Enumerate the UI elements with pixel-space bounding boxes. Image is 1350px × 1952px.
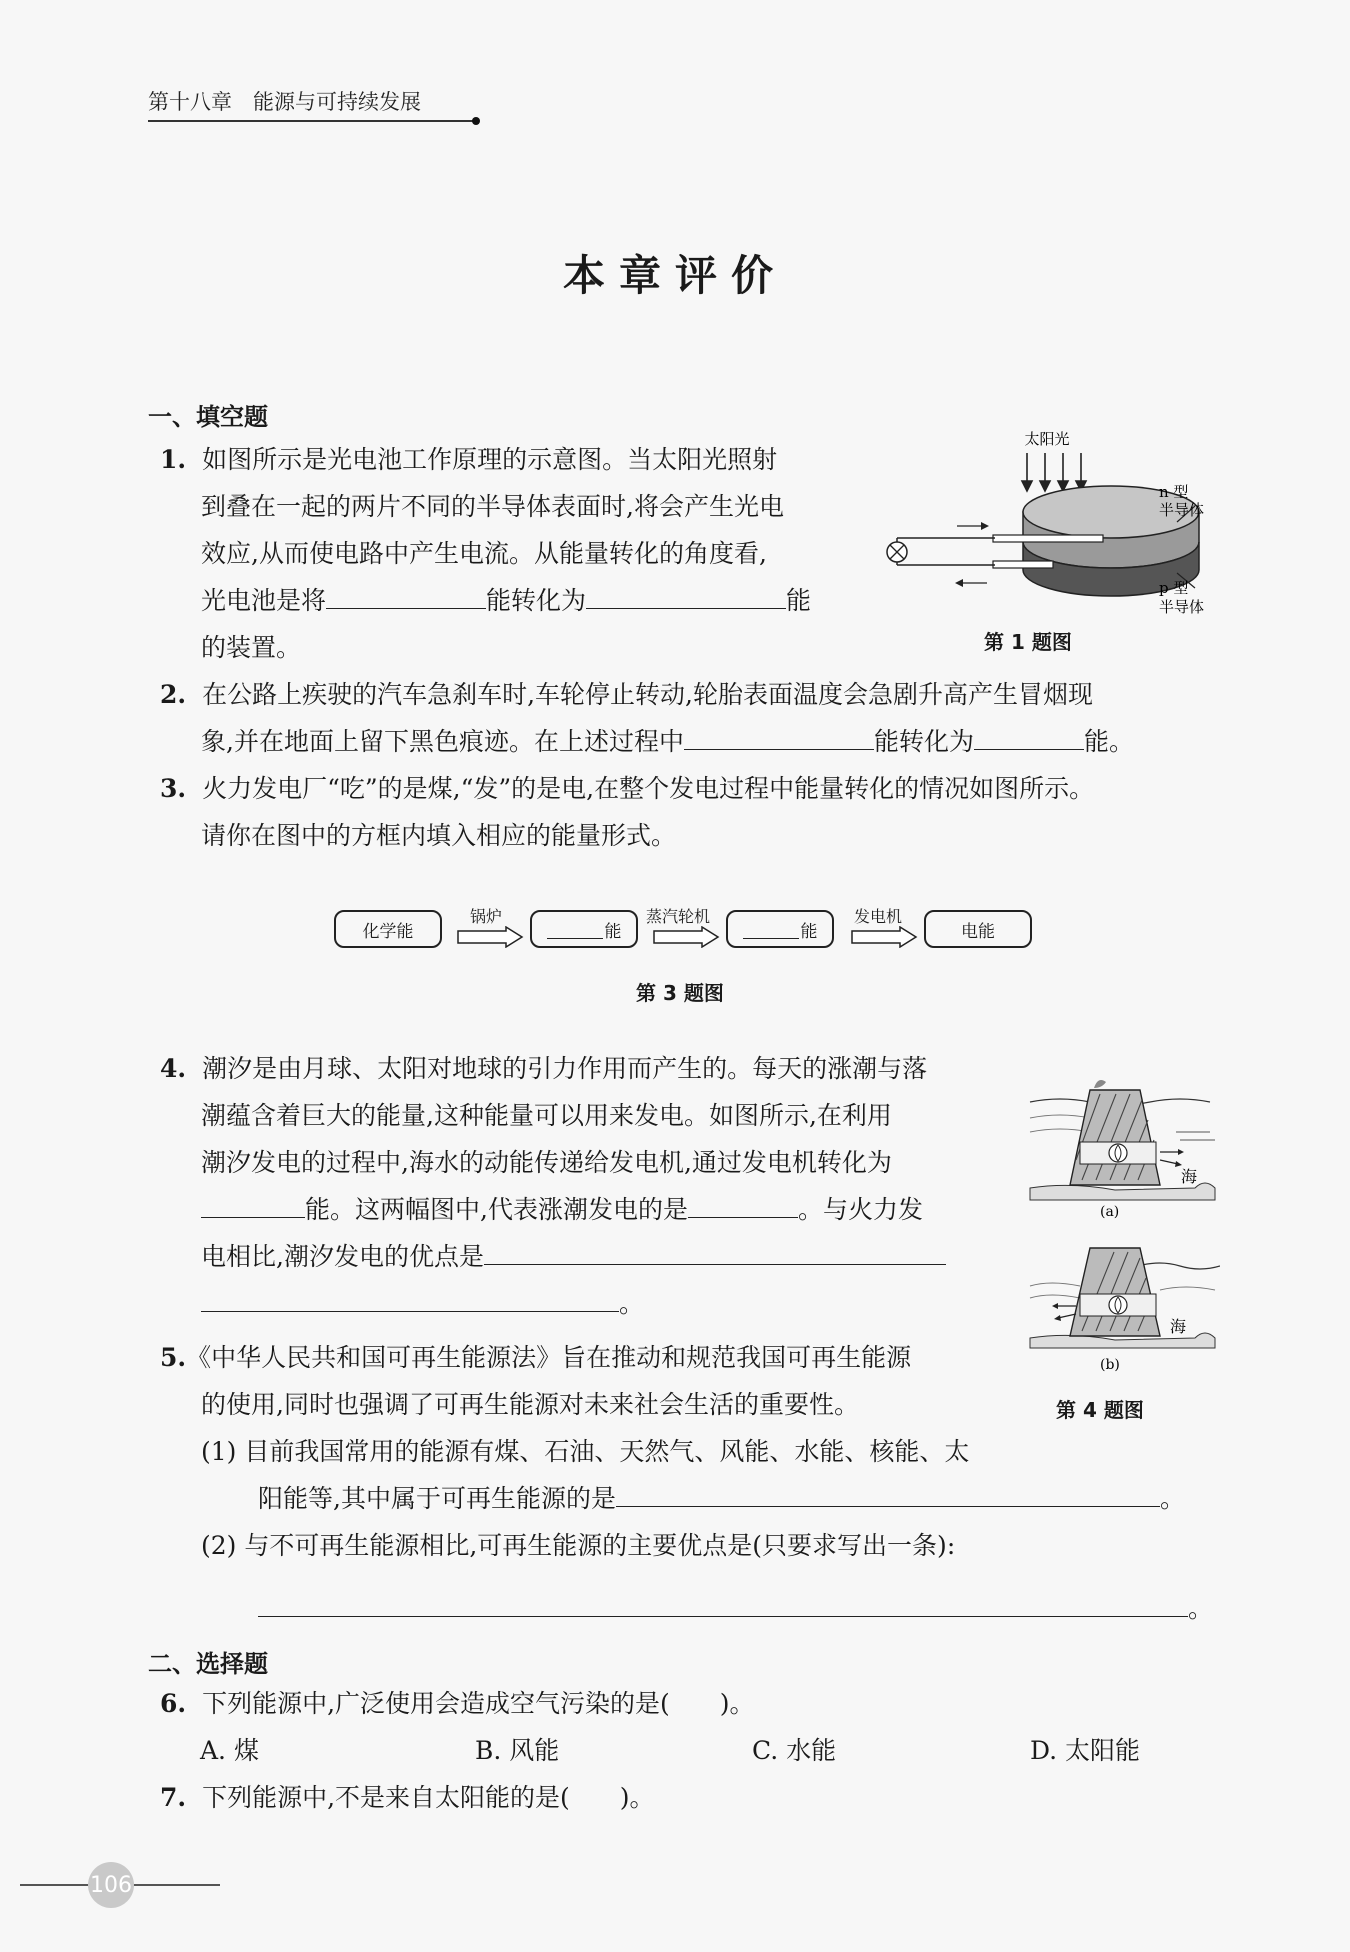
q4-text-4b: 。与火力发 xyxy=(797,1195,923,1224)
q6-text: 下列能源中,广泛使用会造成空气污染的是( )。 xyxy=(202,1689,755,1718)
sea-label-b: 海 xyxy=(1170,1317,1187,1336)
q5-number: 5. xyxy=(160,1343,187,1372)
figure-a-label: (a) xyxy=(1100,1204,1120,1220)
q6-option-b[interactable]: B. 风能 xyxy=(475,1736,560,1765)
energy-box-2[interactable] xyxy=(530,910,638,948)
steam-turbine-label: 蒸汽轮机 xyxy=(646,907,711,926)
energy-box-2-label: 能 xyxy=(604,921,622,942)
q1-line1 xyxy=(160,436,777,483)
q1-line3: 效应,从而使电路中产生电流。从能量转化的角度看, xyxy=(201,539,767,568)
electrode-top xyxy=(993,535,1103,542)
q4-blank-4[interactable] xyxy=(201,1285,619,1312)
q6-number: 6. xyxy=(160,1689,187,1718)
fig4-caption: 第 4 题图 xyxy=(1056,1398,1144,1422)
q2-line1 xyxy=(160,671,1093,718)
q6-option-c[interactable]: C. 水能 xyxy=(752,1736,837,1765)
q1-line5: 的装置。 xyxy=(201,633,302,662)
sunlight-arrows xyxy=(1022,453,1086,491)
q4-text-1: 潮汐是由月球、太阳对地球的引力作用而产生的。每天的涨潮与落 xyxy=(202,1054,928,1083)
q4-text-6: 。 xyxy=(619,1289,645,1318)
n-type-label: n 型 xyxy=(1159,483,1189,501)
q5-sub2-line1: (2) 与不可再生能源相比,可再生能源的主要优点是(只要求写出一条): xyxy=(201,1531,956,1560)
arrow-1 xyxy=(456,926,526,948)
p-type-label: p 型 xyxy=(1159,579,1189,597)
tidal-figure-a xyxy=(1020,1060,1220,1220)
q2-text-2b: 能转化为 xyxy=(873,727,974,756)
current-arrow-right xyxy=(981,522,989,530)
q7-text: 下列能源中,不是来自太阳能的是( )。 xyxy=(202,1783,655,1812)
q1-text-4c: 能 xyxy=(786,586,812,615)
arrow-3 xyxy=(850,926,920,948)
q2-text-1: 在公路上疾驶的汽车急刹车时,车轮停止转动,轮胎表面温度会急剧升高产生冒烟现 xyxy=(202,680,1093,709)
arrow-2 xyxy=(652,926,722,948)
sea-label-a: 海 xyxy=(1181,1167,1198,1186)
electric-energy-box: 电能 xyxy=(924,910,1032,948)
q4-text-4a: 能。这两幅图中,代表涨潮发电的是 xyxy=(305,1195,688,1224)
q5-sub1-end: 。 xyxy=(1159,1484,1185,1513)
q2-blank-2[interactable] xyxy=(974,723,1084,750)
q3-text-1: 火力发电厂“吃”的是煤,“发”的是电,在整个发电过程中能量转化的情况如图所示。 xyxy=(202,774,1095,803)
q1-text-4a: 光电池是将 xyxy=(201,586,327,615)
q5-sub2-end: 。 xyxy=(1188,1594,1214,1623)
page-number: 106 xyxy=(88,1862,134,1908)
q1-line2: 到叠在一起的两片不同的半导体表面时,将会产生光电 xyxy=(201,492,784,521)
sun-label: 太阳光 xyxy=(1024,430,1070,448)
q3-line2: 请你在图中的方框内填入相应的能量形式。 xyxy=(201,821,677,850)
q2-number: 2. xyxy=(160,680,187,709)
q4-line6 xyxy=(201,1280,644,1327)
energy-box-2-blank[interactable] xyxy=(547,920,603,939)
section-heading-choice: 二、选择题 xyxy=(148,1650,268,1678)
q5-blank-2[interactable] xyxy=(258,1590,1188,1617)
q2-blank-1[interactable] xyxy=(684,723,874,750)
solar-cell-figure xyxy=(875,425,1235,620)
energy-box-3-label: 能 xyxy=(800,921,818,942)
q1-line4 xyxy=(201,577,811,624)
header-dot xyxy=(472,117,480,125)
electrode-bottom xyxy=(993,561,1053,568)
q7-line xyxy=(160,1774,655,1821)
q4-blank-3[interactable] xyxy=(484,1238,946,1265)
energy-box-3[interactable] xyxy=(726,910,834,948)
q4-blank-1[interactable] xyxy=(201,1191,305,1218)
q1-text-4b: 能转化为 xyxy=(486,586,587,615)
tidal-figure-b xyxy=(1020,1226,1220,1376)
figure-b-label: (b) xyxy=(1100,1357,1120,1373)
q5-line2: 的使用,同时也强调了可再生能源对未来社会生活的重要性。 xyxy=(201,1390,859,1419)
q1-number: 1. xyxy=(160,445,187,474)
q5-line1 xyxy=(160,1334,911,1381)
q5-text-1: 《中华人民共和国可再生能源法》旨在推动和规范我国可再生能源 xyxy=(186,1343,912,1372)
q4-text-5: 电相比,潮汐发电的优点是 xyxy=(201,1242,484,1271)
q1-blank-2[interactable] xyxy=(586,582,786,609)
header-rule xyxy=(148,120,476,122)
generator-label: 发电机 xyxy=(854,907,903,926)
q7-number: 7. xyxy=(160,1783,187,1812)
q5-sub1-line1: (1) 目前我国常用的能源有煤、石油、天然气、风能、水能、核能、太 xyxy=(201,1437,970,1466)
q5-blank-1[interactable] xyxy=(616,1480,1160,1507)
fig3-caption: 第 3 题图 xyxy=(636,981,724,1005)
section-heading-fill-blank: 一、填空题 xyxy=(148,403,268,431)
q1-blank-1[interactable] xyxy=(326,582,486,609)
fig1-caption: 第 1 题图 xyxy=(984,630,1072,654)
p-semiconductor-label: 半导体 xyxy=(1159,598,1205,616)
n-semiconductor-label: 半导体 xyxy=(1159,501,1205,519)
q2-line2 xyxy=(201,718,1134,765)
q4-line4 xyxy=(201,1186,923,1233)
q4-line3: 潮汐发电的过程中,海水的动能传递给发电机,通过发电机转化为 xyxy=(201,1148,892,1177)
q4-line5 xyxy=(201,1233,946,1280)
q4-number: 4. xyxy=(160,1054,187,1083)
chemical-energy-box: 化学能 xyxy=(334,910,442,948)
q3-line1 xyxy=(160,765,1094,812)
q6-line xyxy=(160,1680,755,1727)
q1-text-1: 如图所示是光电池工作原理的示意图。当太阳光照射 xyxy=(202,445,778,474)
q5-sub1-text: 阳能等,其中属于可再生能源的是 xyxy=(258,1484,616,1513)
q6-option-a[interactable]: A. 煤 xyxy=(200,1736,259,1765)
current-arrow-left xyxy=(955,579,963,587)
q6-option-d[interactable]: D. 太阳能 xyxy=(1030,1736,1141,1765)
page-title: 本章评价 xyxy=(562,251,787,300)
chapter-header: 第十八章 能源与可持续发展 xyxy=(148,90,421,114)
q4-line2: 潮蕴含着巨大的能量,这种能量可以用来发电。如图所示,在利用 xyxy=(201,1101,892,1130)
q5-sub1-line2 xyxy=(258,1475,1185,1522)
q2-text-2a: 象,并在地面上留下黑色痕迹。在上述过程中 xyxy=(201,727,684,756)
q5-sub2-line2 xyxy=(258,1585,1213,1632)
q2-text-2c: 能。 xyxy=(1083,727,1134,756)
q3-number: 3. xyxy=(160,774,187,803)
boiler-label: 锅炉 xyxy=(470,907,503,926)
q4-blank-2[interactable] xyxy=(688,1191,798,1218)
q4-line1 xyxy=(160,1045,927,1092)
energy-box-3-blank[interactable] xyxy=(743,920,799,939)
